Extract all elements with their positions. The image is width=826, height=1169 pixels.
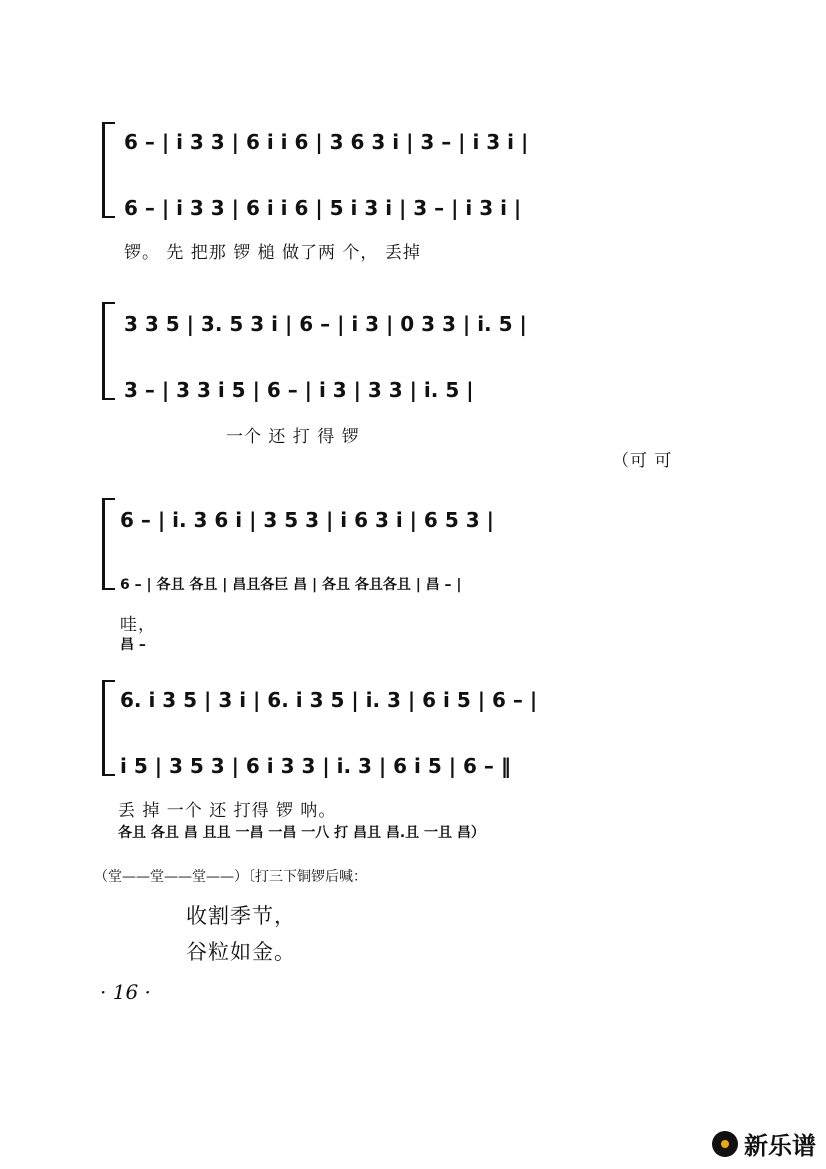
lyric-line: （可 可: [612, 451, 673, 471]
page-number: · 16 ·: [100, 980, 151, 1004]
system-bracket: [102, 302, 115, 400]
system-bracket: [102, 498, 115, 590]
score-line-upper: 6 – | i 3 3 | 6 i i 6 | 3 6 3 i | 3 – | i 3 i |: [124, 130, 529, 154]
record-disc-icon: [712, 1131, 738, 1157]
callout-line: 谷粒如金。: [186, 940, 296, 964]
score-line-upper: 6 – | i. 3 6 i | 3 5 3 | i 6 3 i | 6 5 3 |: [120, 508, 494, 532]
score-line-lower: 6 – | i 3 3 | 6 i i 6 | 5 i 3 i | 3 – | i 3 i |: [124, 196, 522, 220]
callout-line: 收割季节，: [186, 904, 296, 928]
performance-note: （堂——堂——堂——）〔打三下铜锣后喊：: [94, 869, 367, 885]
score-line-upper: 6. i 3 5 | 3 i | 6. i 3 5 | i. 3 | 6 i 5 | 6 – |: [120, 688, 538, 712]
watermark-logo: [712, 1126, 816, 1161]
lyric-line: 哇，: [120, 615, 156, 635]
lyric-line: 锣。 先 把那 锣 槌 做了两 个， 丢掉: [124, 243, 421, 263]
lyric-line: 一个 还 打 得 锣: [226, 427, 360, 447]
score-line-upper: 3 3 5 | 3. 5 3 i | 6 – | i 3 | 0 3 3 | i. 5 |: [124, 312, 527, 336]
percussion-line: 各且 各且 昌 且且 一昌 一昌 一八 打 昌且 昌.且 一且 昌）: [118, 825, 485, 841]
system-bracket: [102, 122, 115, 218]
score-line-lower: 3 – | 3 3 i 5 | 6 – | i 3 | 3 3 | i. 5 |: [124, 378, 474, 402]
watermark-text: 新乐谱: [744, 1132, 816, 1160]
percussion-line: 6 – | 各且 各且 | 昌且各巨 昌 | 各且 各且各且 | 昌 – |: [120, 577, 462, 593]
system-bracket: [102, 680, 115, 776]
lyric-line: 丢 掉 一个 还 打得 锣 呐。: [118, 801, 337, 821]
score-line-lower: i 5 | 3 5 3 | 6 i 3 3 | i. 3 | 6 i 5 | 6 – ‖: [120, 754, 511, 778]
percussion-line: 昌 –: [120, 637, 146, 653]
